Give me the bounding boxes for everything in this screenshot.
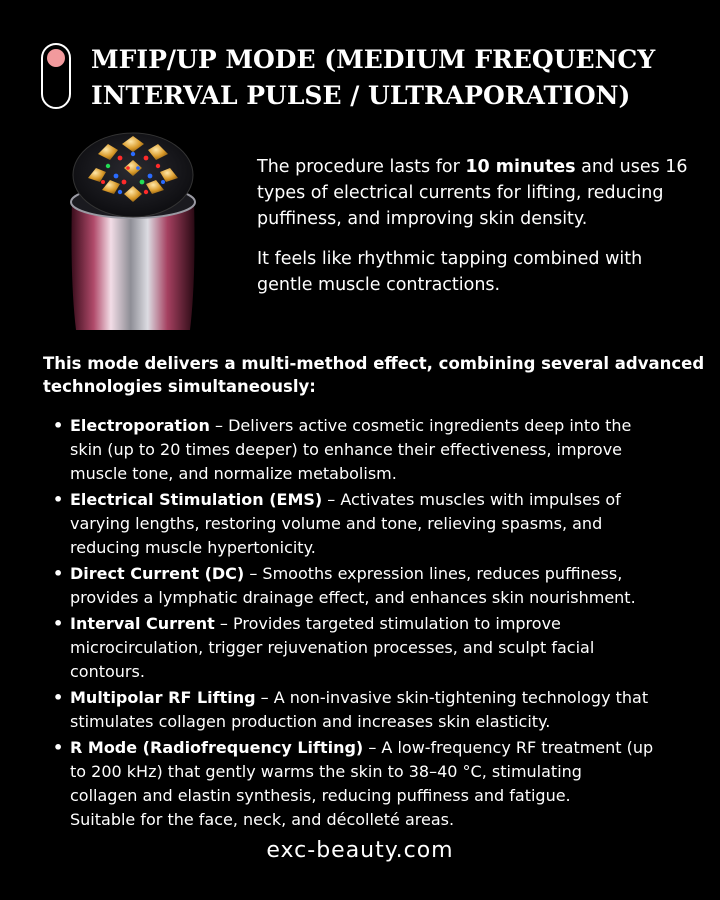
bullet-icon: • bbox=[53, 416, 64, 435]
method-line bbox=[70, 686, 720, 710]
method-line: provides a lymphatic drainage effect, and enhances skin nourishment. bbox=[70, 588, 636, 607]
method-name: Electrical Stimulation (EMS) bbox=[70, 490, 323, 509]
intro-p1-text: The procedure lasts for bbox=[257, 157, 466, 177]
method-item bbox=[0, 414, 720, 486]
lead-text bbox=[43, 352, 713, 398]
method-line: reducing muscle hypertonicity. bbox=[70, 538, 316, 557]
lead-line-2: technologies simultaneously: bbox=[43, 377, 316, 396]
page-title bbox=[91, 42, 691, 114]
method-item bbox=[0, 736, 720, 832]
method-description: – A non-invasive skin-tightening technology that bbox=[255, 688, 649, 707]
device-image bbox=[58, 130, 208, 330]
bullet-icon: • bbox=[53, 490, 64, 509]
lead-line-1: This mode delivers a multi-method effect, combining several advanced bbox=[43, 354, 705, 373]
method-description: – Delivers active cosmetic ingredients deep into the bbox=[209, 416, 632, 435]
intro-paragraph-2: It feels like rhythmic tapping combined with gentle muscle contractions. bbox=[257, 249, 643, 295]
method-line: to 200 kHz) that gently warms the skin to 38–40 °C, stimulating bbox=[70, 762, 582, 781]
method-line bbox=[70, 488, 720, 512]
methods-list bbox=[0, 414, 720, 834]
bullet-icon: • bbox=[53, 614, 64, 633]
method-line: microcirculation, trigger rejuvenation processes, and sculpt facial bbox=[70, 638, 595, 657]
method-item bbox=[0, 562, 720, 610]
bullet-icon: • bbox=[53, 564, 64, 583]
method-name: R Mode (Radiofrequency Lifting) bbox=[70, 738, 364, 757]
website-url: exc-beauty.com bbox=[266, 838, 454, 863]
method-line: muscle tone, and normalize metabolism. bbox=[70, 464, 397, 483]
method-name: Direct Current (DC) bbox=[70, 564, 245, 583]
duration-highlight: 10 minutes bbox=[465, 157, 576, 177]
method-name: Interval Current bbox=[70, 614, 215, 633]
method-name: Electroporation bbox=[70, 416, 210, 435]
method-item bbox=[0, 612, 720, 684]
method-description: – Smooths expression lines, reduces puffiness, bbox=[244, 564, 623, 583]
method-line: collagen and elastin synthesis, reducing puffiness and fatigue. bbox=[70, 786, 571, 805]
method-name: Multipolar RF Lifting bbox=[70, 688, 256, 707]
method-line bbox=[70, 736, 720, 760]
method-item bbox=[0, 488, 720, 560]
method-line: stimulates collagen production and increases skin elasticity. bbox=[70, 712, 551, 731]
title-line-1: MFIP/UP MODE (MEDIUM FREQUENCY bbox=[91, 45, 656, 74]
pill-dot bbox=[47, 49, 65, 67]
method-item bbox=[0, 686, 720, 734]
pill-toggle-icon bbox=[41, 43, 71, 109]
method-description: – Activates muscles with impulses of bbox=[322, 490, 621, 509]
intro-paragraph-1 bbox=[257, 154, 697, 232]
method-description: – A low-frequency RF treatment (up bbox=[363, 738, 654, 757]
method-line: skin (up to 20 times deeper) to enhance their effectiveness, improve bbox=[70, 440, 623, 459]
method-line bbox=[70, 562, 720, 586]
method-line: Suitable for the face, neck, and décolleté areas. bbox=[70, 810, 455, 829]
method-line: contours. bbox=[70, 662, 145, 681]
bullet-icon: • bbox=[53, 688, 64, 707]
bullet-icon: • bbox=[53, 738, 64, 757]
intro-text bbox=[257, 154, 697, 312]
method-description: – Provides targeted stimulation to improve bbox=[214, 614, 561, 633]
method-line bbox=[70, 612, 720, 636]
method-line bbox=[70, 414, 720, 438]
method-line: varying lengths, restoring volume and tone, relieving spasms, and bbox=[70, 514, 603, 533]
intro-p1-rest: and uses 16 types of electrical currents for lifting, reducing puffiness, and improving skin density. bbox=[257, 157, 688, 229]
title-line-2: INTERVAL PULSE / ULTRAPORATION) bbox=[91, 81, 631, 110]
